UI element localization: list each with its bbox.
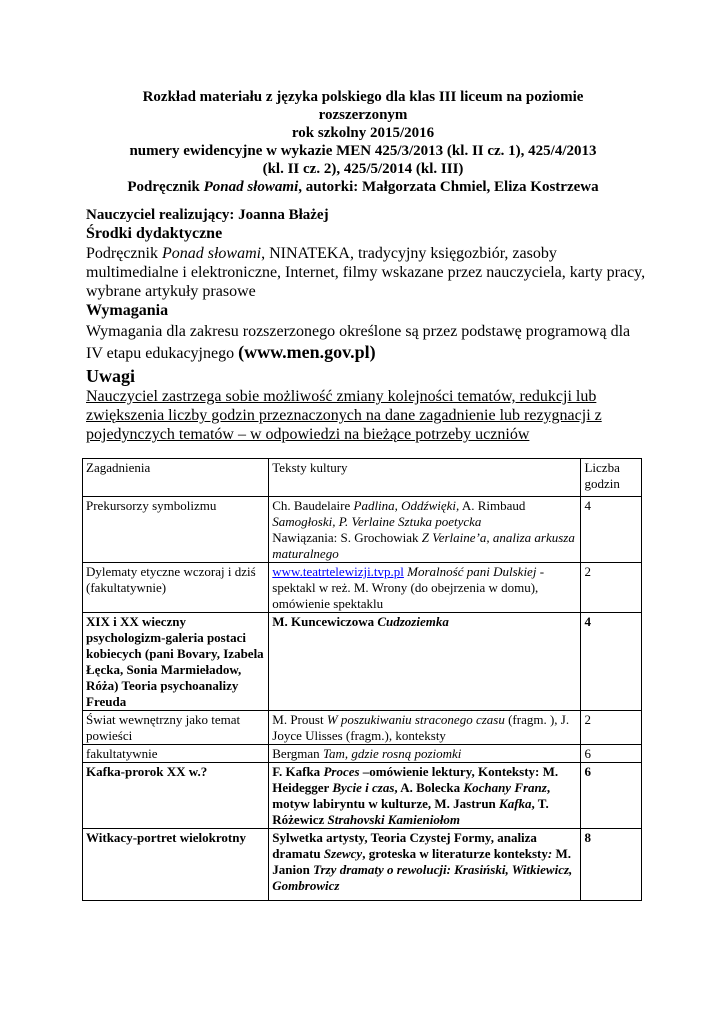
cell-texts: M. Kuncewiczowa Cudzoziemka — [269, 613, 581, 711]
table-row — [83, 763, 642, 829]
cell-hours: 4 — [581, 497, 642, 563]
notes-heading: Uwagi — [86, 366, 135, 386]
curriculum-table — [82, 458, 642, 901]
cell-texts: Ch. Baudelaire Padlina, Oddźwięki, A. Rimbaud Samogłoski, P. Verlaine Sztuka poetycka Nawiązania: S. Grochowiak Z Verlaine’a, analiza arkusza maturalnego — [269, 497, 581, 563]
cell-topic: Kafka-prorok XX w.? — [83, 763, 269, 829]
cell-texts: www.teatrtelewizji.tvp.pl Moralność pani Dulskiej -spektakl w reż. M. Wrony (do obejrzenia w domu), omówienie spektaklu — [269, 563, 581, 613]
cell-hours: 2 — [581, 563, 642, 613]
cell-topic: Prekursorzy symbolizmu — [83, 497, 269, 563]
table-row — [83, 745, 642, 763]
means-text: Podręcznik Ponad słowami, NINATEKA, tradycyjny księgozbiór, zasoby multimedialne i elektroniczne, Internet, filmy wskazane przez nauczyciela, karty pracy, wybrane artykuły prasowe — [86, 245, 646, 300]
cell-hours: 2 — [581, 711, 642, 745]
table-row — [83, 497, 642, 563]
header-line-3: rok szkolny 2015/2016 — [291, 125, 435, 141]
cell-topic: fakultatywnie — [83, 745, 269, 763]
cell-hours: 4 — [581, 613, 642, 711]
table-header-row — [83, 459, 642, 497]
requirements-text: Wymagania dla zakresu rozszerzonego określone są przez podstawę programową dla IV etapu edukacyjnego (www.men.gov.pl) — [86, 323, 631, 362]
header-topics: Zagadnienia — [83, 459, 269, 497]
tvp-link[interactable]: www.teatrtelewizji.tvp.pl — [272, 564, 404, 579]
teacher-line: Nauczyciel realizujący: Joanna Błażej — [86, 207, 329, 223]
cell-topic: Świat wewnętrzny jako temat powieści — [83, 711, 269, 745]
means-heading: Środki dydaktyczne — [86, 225, 223, 242]
cell-topic: XIX i XX wieczny psychologizm-galeria postaci kobiecych (pani Bovary, Izabela Łęcka, Sonia Marmieładow, Róża) Teoria psychoanalizy Freuda — [83, 613, 269, 711]
cell-hours: 8 — [581, 829, 642, 901]
header-texts: Teksty kultury — [269, 459, 581, 497]
requirements-heading: Wymagania — [86, 302, 169, 319]
cell-hours: 6 — [581, 763, 642, 829]
cell-texts: Bergman Tam, gdzie rosną poziomki — [269, 745, 581, 763]
men-url: (www.men.gov.pl) — [238, 342, 376, 362]
table-row — [83, 563, 642, 613]
cell-topic: Dylematy etyczne wczoraj i dziś (fakultatywnie) — [83, 563, 269, 613]
header-hours: Liczba godzin — [581, 459, 642, 497]
cell-hours: 6 — [581, 745, 642, 763]
header-line-5: (kl. II cz. 2), 425/5/2014 (kl. III) — [262, 161, 464, 177]
notes-text: Nauczyciel zastrzega sobie możliwość zmiany kolejności tematów, redukcji lub zwiększenia liczby godzin przeznaczonych na dane zagadnienie lub rezygnacji z pojedynczych tematów – w odpowiedzi na bieżące potrzeby uczniów — [86, 388, 602, 443]
cell-texts: Sylwetka artysty, Teoria Czystej Formy, analiza dramatu Szewcy, groteska w literaturze konteksty: M. Janion Trzy dramaty o rewolucji: Krasiński, Witkiewicz, Gombrowicz — [269, 829, 581, 901]
table-row — [83, 711, 642, 745]
document-header — [86, 88, 640, 196]
textbook-line: Podręcznik Ponad słowami, autorki: Małgorzata Chmiel, Eliza Kostrzewa — [127, 179, 599, 195]
header-line-2: rozszerzonym — [318, 107, 408, 123]
table-row — [83, 829, 642, 901]
cell-texts: M. Proust W poszukiwaniu straconego czasu (fragm. ), J. Joyce Ulisses (fragm.), konteksty — [269, 711, 581, 745]
cell-topic: Witkacy-portret wielokrotny — [83, 829, 269, 901]
header-line-1: Rozkład materiału z języka polskiego dla klas III liceum na poziomie — [142, 89, 584, 105]
table-row — [83, 613, 642, 711]
header-line-4: numery ewidencyjne w wykazie MEN 425/3/2013 (kl. II cz. 1), 425/4/2013 — [129, 143, 597, 159]
cell-texts: F. Kafka Proces –omówienie lektury, Konteksty: M. Heidegger Bycie i czas, A. Bolecka Kochany Franz, motyw labiryntu w kulturze, M. Jastrun Kafka, T. Różewicz Strahovski Kamieniołom — [269, 763, 581, 829]
